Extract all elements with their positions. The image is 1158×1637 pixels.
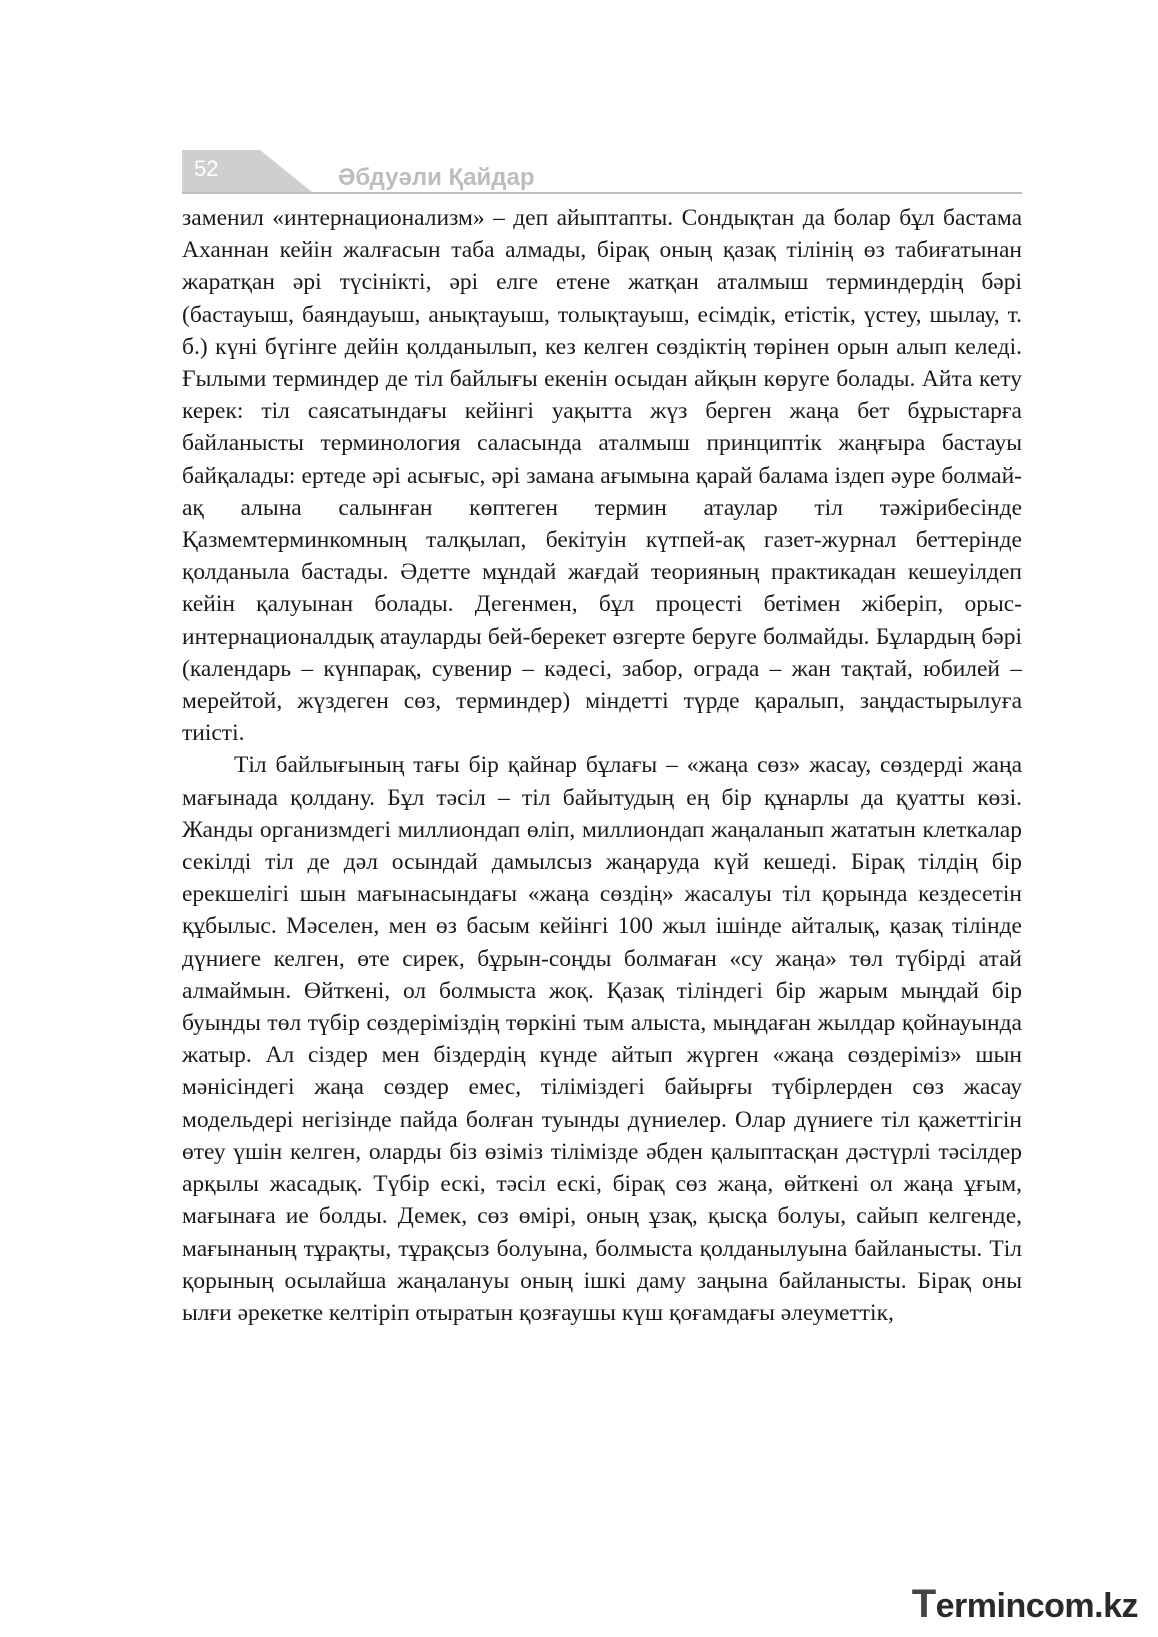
page-number: 52 bbox=[194, 156, 219, 181]
watermark-logo-letter: T bbox=[911, 1582, 936, 1626]
paragraph-1: заменил «интернационализм» – деп айыптапты. Сондықтан да болар бұл бастама Аханнан кейін жалғасын таба алмады, бірақ оның қазақ тілінің өз табиғатынан жаратқан әрі түсінікті, әрі елге етене жатқан аталмыш терминдердің бәрі (бастауыш, баяндауыш, анықтауыш, толықтауыш, есімдік, етістік, үстеу, шылау, т. б.) күні бүгінге дейін қолданылып, кез келген сөздіктің төрінен орын алып келеді. Ғылыми терминдер де тіл байлығы екенін осыдан айқын көруге болады. Айта кету керек: тіл саясатындағы кейінгі уақытта жүз берген жаңа бет бұрыстарға байланысты терминология саласында аталмыш принциптік жаңғыра бастауы байқалады: ертеде әрі асығыс, әрі замана ағымына қарай балама іздеп әуре болмай-ақ алына салынған көптеген термин атаулар тіл тәжірибесінде Қазмемтерминкомның талқылап, бекітуін күтпей-ақ газет-журнал беттерінде қолданыла бастады. Әдетте мұндай жағдай теорияның практикадан кешеуілдеп кейін қалуынан болады. Дегенмен, бұл процесті бетімен жіберіп, орыс-интернационалдық атауларды бей-берекет өзгерте беруге болмайды. Бұлардың бәрі (календарь – күнпарақ, сувенир – кәдесі, забор, ограда – жан тақтай, юбилей –мерейтой, жүздеген сөз, терминдер) міндетті түрде қаралып, заңдастырылуға тиісті. bbox=[182, 205, 1022, 747]
header-divider bbox=[182, 192, 1022, 194]
paragraph-2: Тіл байлығының тағы бір қайнар бұлағы – «жаңа сөз» жасау, сөздерді жаңа мағынада қолдану. Бұл тәсіл – тіл байытудың ең бір құнарлы да қуатты көзі. Жанды организмдегі миллиондап өліп, миллиондап жаңаланып жататын клеткалар секілді тіл де дәл осындай дамылсыз жаңаруда күй кешеді. Бірақ тілдің бір ерекшелігі шын мағынасындағы «жаңа сөздің» жасалуы тіл қорында кездесетін құбылыс. Мәселен, мен өз басым кейінгі 100 жыл ішінде айталық, қазақ тілінде дүниеге келген, өте сирек, бұрын-соңды болмаған «су жаңа» төл түбірді атай алмаймын. Өйткені, ол болмыста жоқ. Қазақ тіліндегі бір жарым мыңдай бір буынды төл түбір сөздеріміздің төркіні тым алыста, мыңдаған жылдар қойнауында жатыр. Ал сіздер мен біздердің күнде айтып жүрген «жаңа сөздеріміз» шын мәнісіндегі жаңа сөздер емес, тіліміздегі байырғы түбірлерден сөз жасау модельдері негізінде пайда болған туынды дүниелер. Олар дүниеге тіл қажеттігін өтеу үшін келген, оларды біз өзіміз тілімізде әбден қалыптасқан дәстүрлі тәсілдер арқылы жасадық. Түбір ескі, тәсіл ескі, бірақ сөз жаңа, өйткені ол жаңа ұғым, мағынаға ие болды. Демек, сөз өмірі, оның ұзақ, қысқа болуы, сайып келгенде, мағынаның тұрақты, тұрақсыз болуына, болмыста қолданылуына байланысты. Тіл қорының осылайша жаңалануы оның ішкі даму заңына байланысты. Бірақ оны ылғи әрекетке келтіріп отыратын қозғаушы күш қоғамдағы әлеуметтік, bbox=[182, 752, 1022, 1326]
body-text bbox=[182, 202, 1022, 1329]
watermark-text: ermincom.kz bbox=[935, 1587, 1138, 1625]
page-header bbox=[182, 150, 1022, 196]
site-watermark bbox=[912, 1582, 1138, 1627]
running-title: Әбдуәли Қайдар bbox=[338, 164, 535, 191]
